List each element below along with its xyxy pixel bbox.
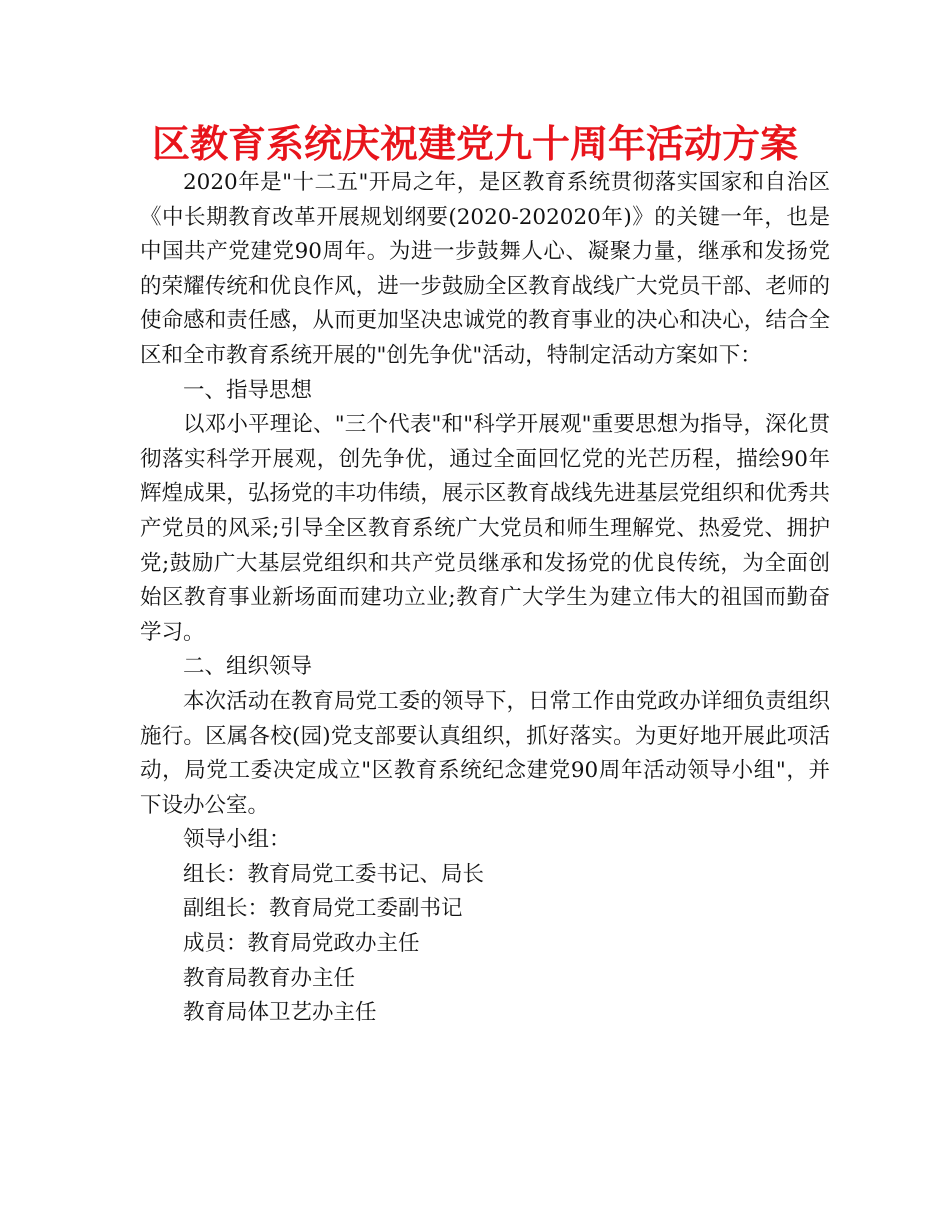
paragraph-organization-leadership: 本次活动在教育局党工委的领导下，日常工作由党政办详细负责组织施行。区属各校(园)党支部要认真组织，抓好落实。为更好地开展此项活动，局党工委决定成立"区教育系统纪念建党90周年活动领导小组"，并下设办公室。: [140, 688, 830, 818]
paragraph-guiding-ideology: 以邓小平理论、"三个代表"和"科学开展观"重要思想为指导，深化贯彻落实科学开展观，创先争优，通过全面回忆党的光芒历程，描绘90年辉煌成果，弘扬党的丰功伟绩，展示区教育战线先进基层党组织和优秀共产党员的风采;引导全区教育系统广大党员和师生理解党、热爱党、拥护党;鼓励广大基层党组织和共产党员继承和发扬党的优良传统，为全面创始区教育事业新场面而建功立业;教育广大学生为建立伟大的祖国而勤奋学习。: [140, 412, 830, 645]
document-title: 区教育系统庆祝建党九十周年活动方案: [151, 122, 798, 166]
member-party-office: 成员：教育局党政办主任: [183, 931, 420, 957]
document-body: [140, 166, 830, 1031]
deputy-group-leader: 副组长：教育局党工委副书记: [183, 896, 463, 922]
group-leader: 组长：教育局党工委书记、局长: [183, 861, 485, 887]
heading-guiding-ideology: 一、指导思想: [183, 377, 313, 403]
leading-group-label: 领导小组：: [183, 827, 291, 853]
heading-organization-leadership: 二、组织领导: [183, 654, 313, 680]
member-sports-arts-office: 教育局体卫艺办主任: [183, 1000, 377, 1026]
member-education-office: 教育局教育办主任: [183, 965, 356, 991]
paragraph-intro: 2020年是"十二五"开局之年，是区教育系统贯彻落实国家和自治区《中长期教育改革开展规划纲要(2020-202020年)》的关键一年，也是中国共产党建党90周年。为进一步鼓舞人心、凝聚力量，继承和发扬党的荣耀传统和优良作风，进一步鼓励全区教育战线广大党员干部、老师的使命感和责任感，从而更加坚决忠诚党的教育事业的决心和决心，结合全区和全市教育系统开展的"创先争优"活动，特制定活动方案如下：: [140, 170, 830, 368]
